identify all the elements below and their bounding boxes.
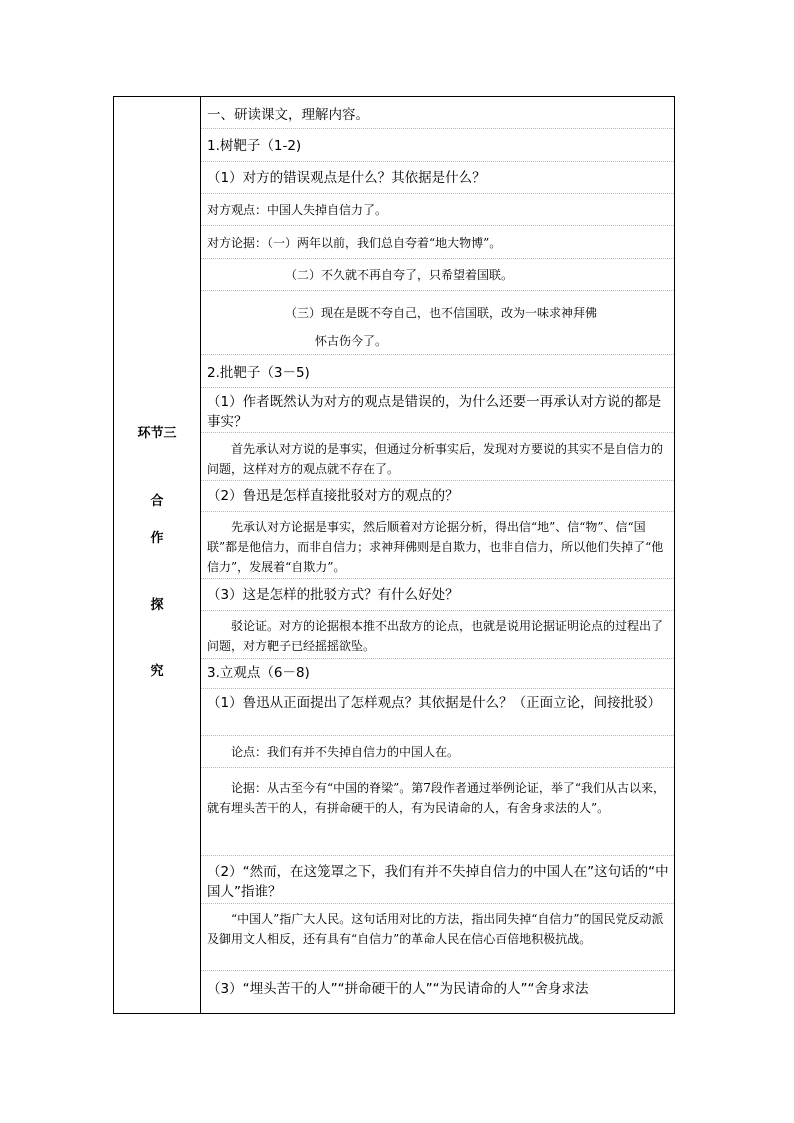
part1-question1: （1）对方的错误观点是什么？其依据是什么？	[201, 162, 674, 194]
part2-title: 2.批靶子（3－5)	[201, 355, 674, 388]
part2-question3: （3）这是怎样的批驳方式？有什么好处？	[201, 579, 674, 611]
part2-answer2: 先承认对方论据是事实，然后顺着对方论据分析，得出信“地”、信“物”、信“国联”都是他信力，而非自信力；求神拜佛则是自欺力，也非自信力，所以他们失掉了“他信力”，发展着“自欺力”。	[201, 512, 674, 579]
part3-title: 3.立观点（6－8)	[201, 659, 674, 689]
part3-answer1-claim: 论点：我们有并不失掉自信力的中国人在。	[201, 736, 674, 768]
part1-evidence1: 对方论据：（一）两年以前，我们总自夸着“地大物博”。	[201, 226, 674, 259]
part2-question1: （1）作者既然认为对方的观点是错误的，为什么还要一再承认对方说的都是事实？	[201, 388, 674, 433]
part1-evidence3	[201, 291, 674, 355]
part3-question1: （1）鲁迅从正面提出了怎样观点？其依据是什么？（正面立论，间接批驳）	[201, 689, 674, 736]
stage-char-1: 合	[150, 494, 164, 509]
part2-answer1: 首先承认对方说的是事实，但通过分析事实后，发现对方要说的其实不是自信力的问题，这样对方的观点就不存在了。	[201, 433, 674, 481]
part3-question3: （3）“埋头苦干的人”“拼命硬干的人”“为民请命的人”“舍身求法	[207, 981, 589, 997]
part1-view: 对方观点：中国人失掉自信力了。	[201, 194, 674, 226]
stage-char-2: 作	[150, 531, 164, 546]
part1-evidence2: （二）不久就不再自夸了，只希望着国联。	[201, 259, 674, 291]
stage-label-cell	[114, 97, 200, 1013]
part3-question2: （2）“然而，在这笼罩之下，我们有并不失掉自信力的中国人在”这句话的“中国人”指谁？	[201, 856, 674, 904]
stage-label: 环节三	[137, 426, 177, 441]
content-cell	[201, 97, 674, 1013]
part3-answer2: “中国人”指广大人民。这句话用对比的方法，指出同失掉“自信力”的国民党反动派及御用文人相反，还有具有“自信力”的革命人民在信心百倍地积极抗战。	[201, 904, 674, 971]
section1-title: 一、研读课文，理解内容。	[201, 97, 674, 129]
part1-evidence3-line1: （三）现在是既不夸自己，也不信国联，改为一味求神拜佛	[285, 306, 598, 320]
lesson-table	[113, 96, 675, 1014]
stage-char-4: 究	[150, 664, 164, 679]
part2-answer3: 驳论证。对方的论据根本推不出敌方的论点，也就是说用论据证明论点的过程出了问题，对方靶子已经摇摇欲坠。	[201, 611, 674, 659]
part1-evidence3-line2: 怀古伤今了。	[315, 334, 388, 348]
part2-question2: （2）鲁迅是怎样直接批驳对方的观点的？	[201, 481, 674, 512]
part1-title: 1.树靶子（1-2)	[201, 129, 674, 162]
stage-char-3: 探	[150, 598, 164, 613]
part3-answer1-evidence: 论据：从古至今有“中国的脊梁”。第7段作者通过举例论证，举了“我们从古以来，就有埋头苦干的人，有拼命硬干的人，有为民请命的人，有舍身求法的人”。	[201, 768, 674, 856]
